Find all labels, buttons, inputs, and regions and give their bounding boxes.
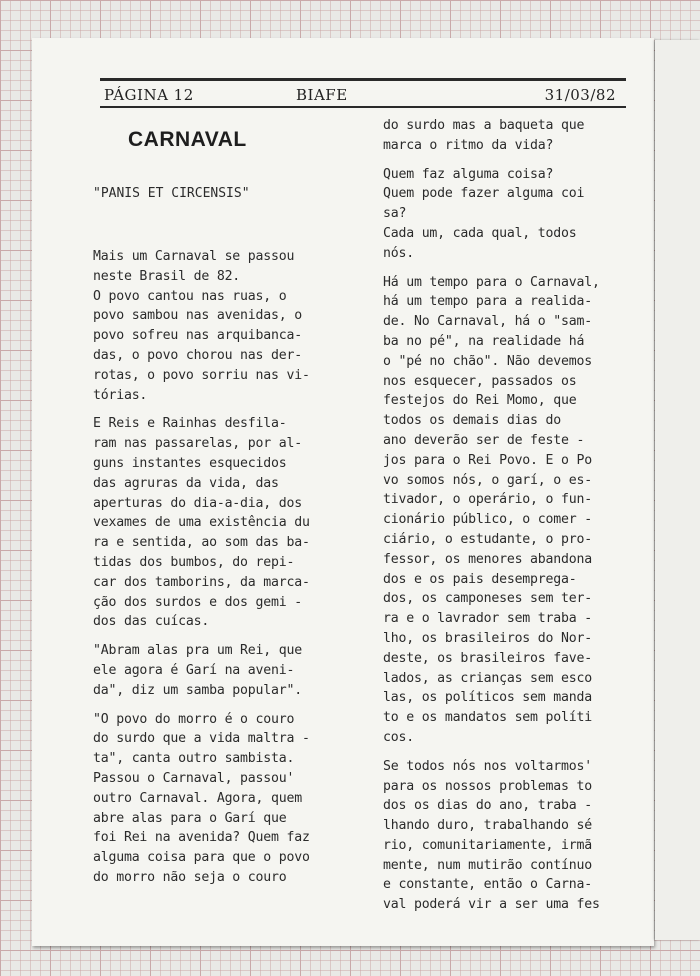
- paragraph: Se todos nós nos voltarmos' para os nossos problemas to dos os dias do ano, traba - lhando duro, trabalhando sé rio, comunitariamente, irmã mente, num mutirão contínuo e constante, então o Carna- val poderá vir a ser uma fes: [383, 758, 600, 913]
- article-title: CARNAVAL: [128, 128, 247, 151]
- paragraph: "O povo do morro é o couro do surdo que a vida maltra - ta", canta outro sambista. Passou o Carnaval, passou' outro Carnaval. Agora, quem abre alas para o Garí que foi Rei na avenida? Quem faz alguma coisa para que o povo do morro não seja o couro: [93, 711, 310, 885]
- right-column: [383, 116, 629, 924]
- next-page-edge: [655, 40, 700, 940]
- article-subtitle: "PANIS ET CIRCENSIS": [93, 186, 250, 201]
- left-column: [93, 120, 341, 897]
- paragraph: do surdo mas a baqueta que marca o ritmo da vida?: [383, 118, 585, 153]
- running-header: [100, 78, 626, 108]
- issue-date: 31/03/82: [544, 86, 616, 104]
- paragraph: Mais um Carnaval se passou neste Brasil de 82. O povo cantou nas ruas, o povo sambou nas avenidas, o povo sofreu nas arquibanca- das, o povo chorou nas der- rotas, o povo sorriu nas vi- tórias.: [93, 249, 310, 403]
- paragraph: Quem faz alguma coisa? Quem pode fazer alguma coi sa? Cada um, cada qual, todos nós.: [383, 166, 585, 261]
- page-number: PÁGINA 12: [104, 86, 194, 104]
- paragraph: Há um tempo para o Carnaval, há um tempo para a realida- de. No Carnaval, há o "sam- ba no pé", na realidade há o "pé no chão". Não devemos nos esquecer, passados os festejos do Rei Momo, que todos os demais dias do ano deverão ser de feste - jos para o Rei Povo. E o Po vo somos nós, o garí, o es- tivador, o operário, o fun- cionário público, o comer - ciário, o estudante, o pro- fessor, os menores abandona dos e os pais desemprega- dos, os camponeses sem ter- ra e o lavrador sem traba - lho, os brasileiros do Nor- deste, os brasileiros fave- lados, as crianças sem esco las, os políticos sem manda to e os mandatos sem políti cos.: [383, 274, 600, 745]
- paragraph: E Reis e Rainhas desfila- ram nas passarelas, por al- guns instantes esquecidos das agruras da vida, das aperturas do dia-a-dia, dos vexames de uma existência du ra e sentida, ao som das ba- tidas dos bumbos, do repi- car dos tamborins, da marca- ção dos surdos e dos gemi - dos das cuícas.: [93, 416, 310, 630]
- publication-name: BIAFE: [296, 86, 348, 104]
- paragraph: "Abram alas pra um Rei, que ele agora é Garí na aveni- da", diz um samba popular".: [93, 643, 302, 698]
